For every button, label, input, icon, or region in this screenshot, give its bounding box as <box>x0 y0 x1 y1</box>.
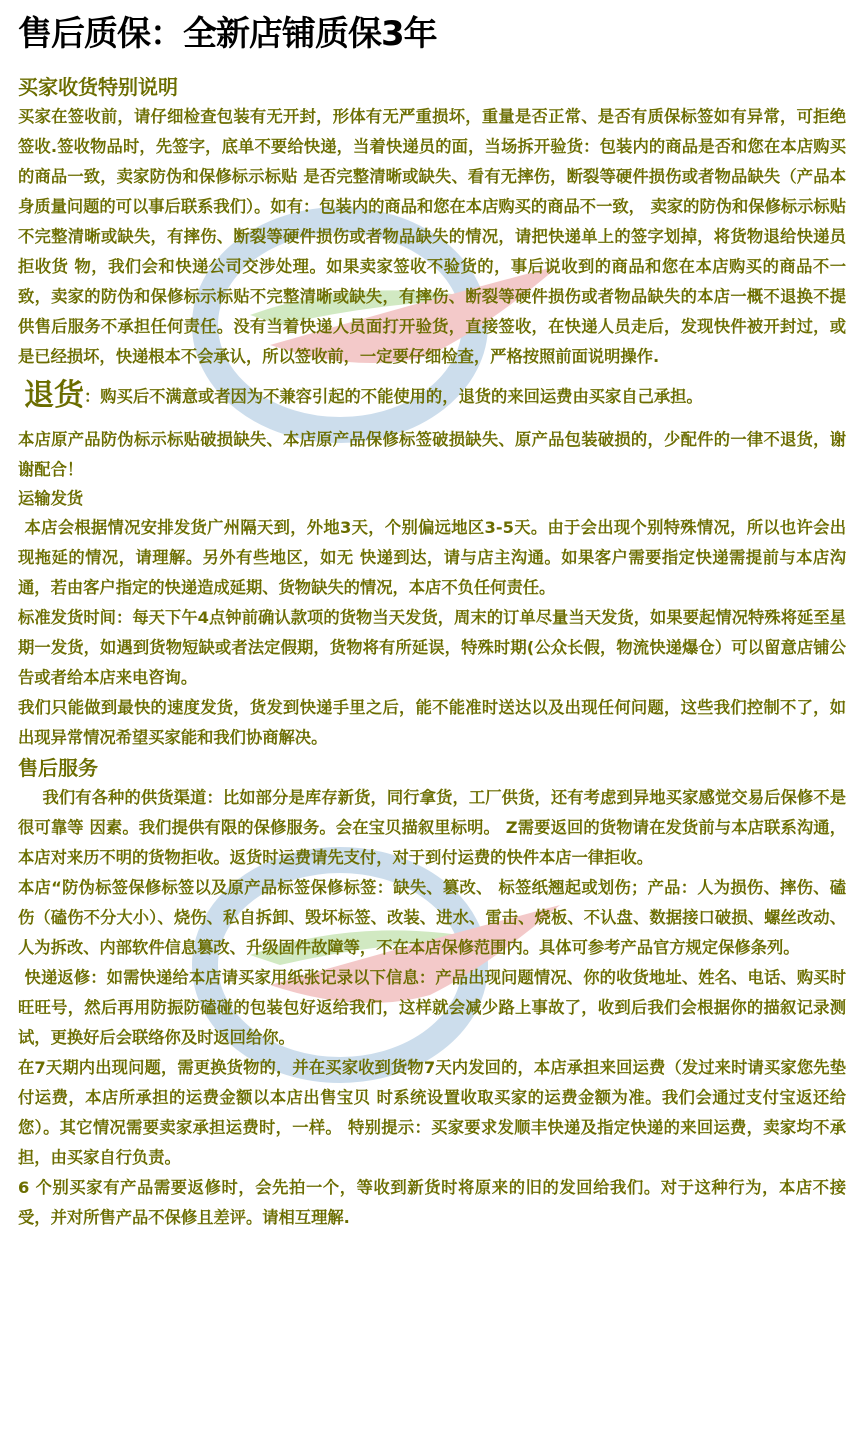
after-sales-para-5: 6 个别买家有产品需要返修时，会先拍一个，等收到新货时将原来的旧的发回给我们。对于这种行为，本店不接受，并对所售产品不保修且差评。请相互理解. <box>18 1178 846 1227</box>
buyer-notice-body: 买家在签收前，请仔细检查包装有无开封，形体有无严重损坏，重量是否正常、是否有质保标签如有异常，可拒绝签收.签收物品时，先签字，底单不要给快递，当着快递员的面，当场拆开验货：包装内的商品是否和您在本店购买的商品一致，卖家防伪和保修标示标贴 是否完整清晰或缺失、看有无摔伤，断裂等硬件损伤或者物品缺失（产品本身质量问题的可以事后联系我们）。如有：包装内的商品和您在本店购买的商品不一致， 卖家的防伪和保修标示标贴不完整清晰或缺失，有摔伤、断裂等硬件损伤或者物品缺失的情况，请把快递单上的签字划掉，将货物退给快递员拒收货 物，我们会和快递公司交涉处理。如果卖家签收不验货的，事后说收到的商品和您在本店购买的商品不一致，卖家的防伪和保修标示标贴不完整清晰或缺失，有摔伤、断裂等硬件损伤或者物品缺失的本店一概不退换不提供售后服务不承担任何责任。没有当着快递人员面打开验货，直接签收，在快递人员走后，发现快件被开封过，或是已经损坏，快递根本不会承认，所以签收前，一定要仔细检查，严格按照前面说明操作. <box>18 107 846 366</box>
page-title: 售后质保：全新店铺质保3年 <box>18 14 437 54</box>
after-sales-para-4: 在7天期内出现问题，需更换货物的，并在买家收到货物7天内发回的，本店承担来回运费（发过来时请买家您先垫付运费，本店所承担的运费金额以本店出售宝贝 时系统设置收取买家的运费金额为准。我们会通过支付宝返还给您）。其它情况需要卖家承担运费时，一样。 特别提示：买家要求发顺丰快递及指定快递的来回运费，卖家均不承担，由买家自行负责。 <box>18 1058 846 1167</box>
shipping-para-1: 本店会根据情况安排发货广州隔天到，外地3天，个别偏远地区3-5天。由于会出现个别特殊情况，所以也许会出现拖延的情况，请理解。另外有些地区，如无 快递到达，请与店主沟通。如果客户需要指定快递需提前与本店沟通，若由客户指定的快递造成延期、货物缺失的情况，本店不负任何责任。 <box>18 518 846 597</box>
after-sales-para-3: 快递返修：如需快递给本店请买家用纸张记录以下信息：产品出现问题情况、你的收货地址、姓名、电话、购买时旺旺号，然后再用防振防磕碰的包装包好返给我们，这样就会减少路上事故了，收到后我们会根据你的描叙记录测试，更换好后会联络你及时返回给你。 <box>18 968 846 1047</box>
returns-inline-text: ：购买后不满意或者因为不兼容引起的不能使用的，退货的来回运费由买家自己承担。 <box>84 387 703 406</box>
after-sales-para-1: 我们有各种的供货渠道：比如部分是库存新货，同行拿货，工厂供货，还有考虑到异地买家感觉交易后保修不是很可靠等 因素。我们提供有限的保修服务。会在宝贝描叙里标明。 Z需要返回的货物请在发货前与本店联系沟通，本店对来历不明的货物拒收。返货时运费请先支付，对于到付运费的快件本店一律拒收。 <box>18 788 846 867</box>
returns-label: 退货 <box>24 378 84 413</box>
returns-body: 本店原产品防伪标示标贴破损缺失、本店原产品保修标签破损缺失、原产品包装破损的，少配件的一律不退货，谢谢配合！ <box>18 430 846 479</box>
shipping-para-2: 标准发货时间：每天下午4点钟前确认款项的货物当天发货，周末的订单尽量当天发货，如果要起情况特殊将延至星期一发货，如遇到货物短缺或者法定假期，货物将有所延误，特殊时期(公众长假，物流快递爆仓）可以留意店铺公告或者给本店来电咨询。 <box>18 608 846 687</box>
after-sales-heading: 售后服务 <box>18 756 98 780</box>
after-sales-para-2: 本店“防伪标签保修标签以及原产品标签保修标签：缺失、篡改、 标签纸翘起或划伤；产品：人为损伤、摔伤、磕伤（磕伤不分大小）、烧伤、私自拆卸、毁坏标签、改装、进水、雷击、烧板、不认盘、数据接口破损、螺丝改动、 人为拆改、内部软件信息篡改、升级固件故障等，不在本店保修范围内。具体可参考产品官方规定保修条列。 <box>18 878 846 957</box>
buyer-notice-heading: 买家收货特别说明 <box>18 75 178 99</box>
shipping-heading: 运输发货 <box>18 489 84 508</box>
returns-line <box>18 374 846 419</box>
shipping-para-3: 我们只能做到最快的速度发货，货发到快递手里之后，能不能准时送达以及出现任何问题，这些我们控制不了，如出现异常情况希望买家能和我们协商解决。 <box>18 698 846 747</box>
